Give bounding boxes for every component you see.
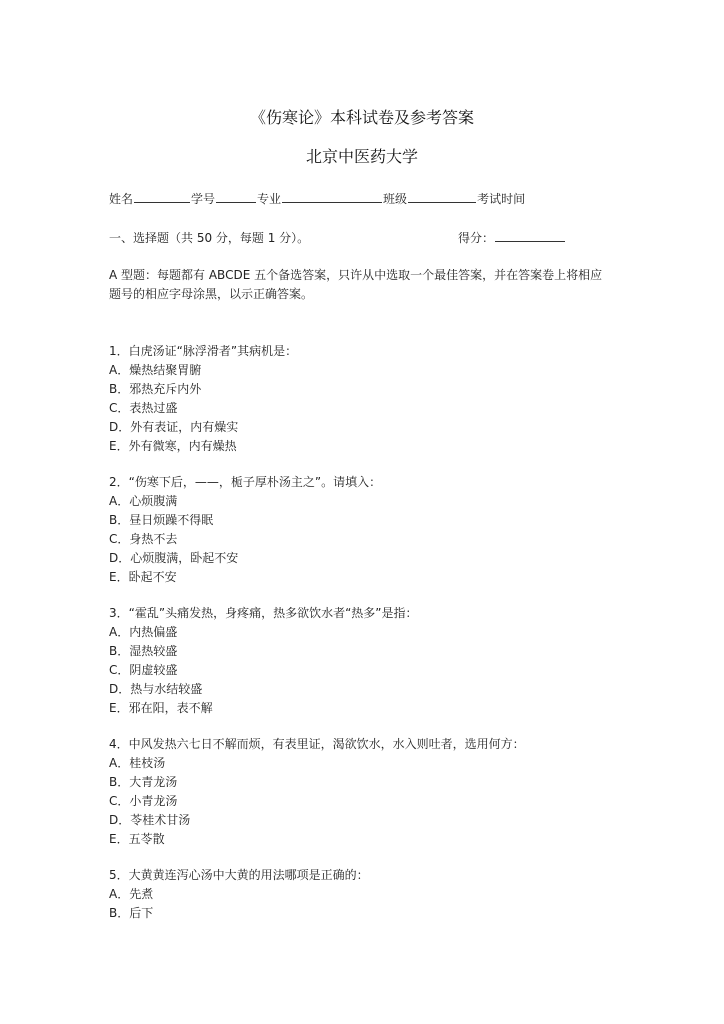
class-blank (408, 190, 476, 203)
document-title: 《伤寒论》本科试卷及参考答案 (249, 108, 474, 127)
option-b: B．昼日烦躁不得眠 (109, 513, 214, 527)
score-label: 得分： (458, 231, 495, 245)
option-a: A．内热偏盛 (109, 625, 178, 639)
option-c: C．表热过盛 (109, 401, 178, 415)
question-3 (109, 604, 609, 718)
option-e: E．五苓散 (109, 832, 165, 846)
option-b: B．湿热较盛 (109, 644, 178, 658)
question-4 (109, 735, 609, 849)
major-blank (282, 190, 382, 203)
option-b: B．后下 (109, 906, 154, 920)
option-a: A．心烦腹满 (109, 494, 178, 508)
question-stem: 4．中风发热六七日不解而烦，有表里证，渴欲饮水，水入则吐者，选用何方： (109, 737, 525, 751)
question-1 (109, 342, 609, 456)
score-blank (495, 229, 565, 242)
section-heading: 一、选择题（共 50 分，每题 1 分）。 (109, 231, 310, 245)
option-b: B．邪热充斥内外 (109, 382, 202, 396)
student-info-line (109, 190, 525, 208)
option-a: A．燥热结聚胃腑 (109, 363, 202, 377)
option-d: D．心烦腹满，卧起不安 (109, 551, 239, 565)
instructions: A 型题：每题都有 ABCDE 五个备选答案，只许从中选取一个最佳答案，并在答案卷上将相应题号的相应字母涂黑，以示正确答案。 (109, 268, 603, 301)
option-a: A．桂枝汤 (109, 756, 166, 770)
question-stem: 1．白虎汤证“脉浮滑者”其病机是： (109, 344, 298, 358)
question-list (109, 342, 609, 940)
option-c: C．小青龙汤 (109, 794, 178, 808)
major-label: 专业 (257, 192, 282, 206)
option-d: D．热与水结较盛 (109, 682, 203, 696)
question-stem: 3．“霍乱”头痛发热，身疼痛，热多欲饮水者“热多”是指： (109, 606, 418, 620)
exam-time-label: 考试时间 (477, 192, 526, 206)
question-stem: 2．“伤寒下后，——，栀子厚朴汤主之”。请填入： (109, 475, 382, 489)
question-stem: 5．大黄黄连泻心汤中大黄的用法哪项是正确的： (109, 868, 369, 882)
question-2 (109, 473, 609, 587)
student-id-blank (216, 190, 256, 203)
option-a: A．先煮 (109, 887, 154, 901)
class-label: 班级 (383, 192, 408, 206)
name-label: 姓名 (109, 192, 134, 206)
option-b: B．大青龙汤 (109, 775, 178, 789)
option-d: D．外有表证，内有燥实 (109, 420, 239, 434)
option-c: C．身热不去 (109, 532, 178, 546)
student-id-label: 学号 (191, 192, 216, 206)
option-e: E．卧起不安 (109, 570, 177, 584)
option-d: D．苓桂术甘汤 (109, 813, 191, 827)
score-field (458, 229, 566, 247)
option-e: E．外有微寒，内有燥热 (109, 439, 237, 453)
name-blank (134, 190, 190, 203)
option-c: C．阴虚较盛 (109, 663, 178, 677)
question-5 (109, 866, 609, 923)
document-subtitle: 北京中医药大学 (305, 147, 418, 166)
option-e: E．邪在阳，表不解 (109, 701, 213, 715)
